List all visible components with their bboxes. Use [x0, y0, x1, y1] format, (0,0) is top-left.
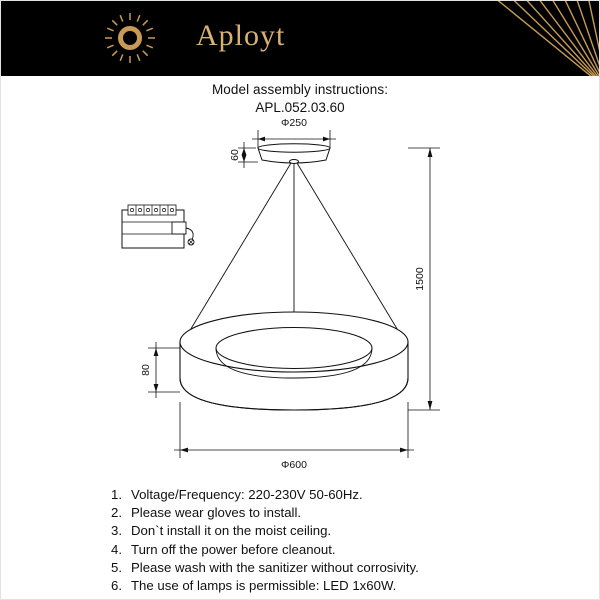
terminal-block-icon — [122, 205, 194, 248]
ring-lamp-body — [180, 312, 408, 410]
assembly-drawing — [0, 110, 600, 480]
ring-height-label: 80 — [140, 364, 152, 376]
note-number: 4. — [111, 541, 122, 557]
note-text: Turn off the power before cleanout. — [131, 541, 336, 557]
note-text: Please wash with the sanitizer without corrosivity. — [131, 559, 419, 575]
gold-rays-decoration-icon — [380, 0, 600, 76]
canopy-height-dimension — [238, 142, 258, 168]
sunburst-logo-icon — [104, 12, 156, 64]
ceiling-canopy — [258, 144, 330, 164]
note-text: Please wear gloves to install. — [131, 505, 302, 521]
drop-length-label: 1500 — [414, 267, 426, 291]
list-item — [100, 577, 520, 595]
ring-height-dimension — [148, 342, 180, 398]
note-number: 5. — [111, 559, 122, 575]
page-title: Model assembly instructions: — [211, 82, 389, 97]
canopy-diameter-label: Φ250 — [281, 117, 307, 129]
note-text: Don`t install it on the moist ceiling. — [131, 523, 332, 539]
ring-diameter-label: Φ600 — [281, 459, 307, 471]
list-item — [100, 504, 520, 522]
instruction-notes — [100, 486, 520, 595]
list-item — [100, 541, 520, 559]
header-banner — [0, 0, 600, 76]
list-item — [100, 486, 520, 504]
note-text: The use of lamps is permissible: LED 1x60W. — [131, 578, 397, 594]
note-number: 3. — [111, 523, 122, 539]
list-item — [100, 522, 520, 540]
note-number: 1. — [111, 487, 122, 502]
brand-name: Aployt — [196, 19, 286, 52]
list-item — [100, 559, 520, 577]
model-code: APL.052.03.60 — [255, 100, 345, 115]
canopy-height-label: 60 — [229, 149, 241, 161]
note-number: 6. — [111, 578, 122, 594]
note-text: Voltage/Frequency: 220-230V 50-60Hz. — [131, 487, 363, 502]
note-number: 2. — [111, 505, 122, 521]
